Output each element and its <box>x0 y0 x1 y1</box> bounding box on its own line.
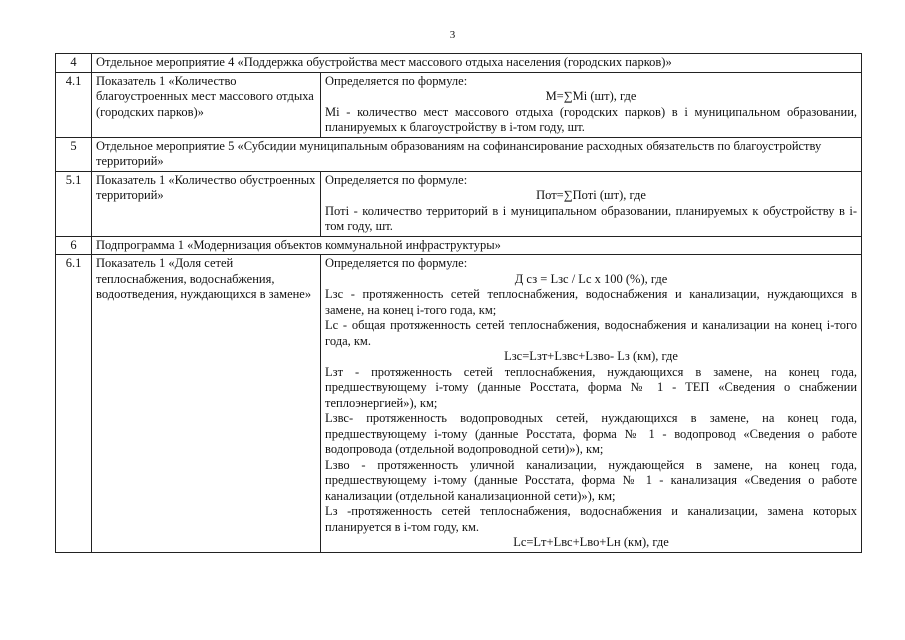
row-number: 6 <box>56 236 92 255</box>
row-number: 6.1 <box>56 255 92 553</box>
formula-description <box>321 72 862 137</box>
formula: M=∑Mi (шт), где <box>545 89 637 103</box>
indicator-name: Показатель 1 «Количество обустроенных территорий» <box>92 171 321 236</box>
table-row <box>56 137 862 171</box>
formula-intro: Определяется по формуле: <box>325 256 468 270</box>
indicator-name: Показатель 1 «Доля сетей теплоснабжения, водоснабжения, водоотведения, нуждающихся в замене» <box>92 255 321 553</box>
formula: Lзс=Lзт+Lзвс+Lзво- Lз (км), где <box>504 349 678 363</box>
formula-explanation: Mi - количество мест массового отдыха (городских парков) в i муниципальном образовании, планируемых к благоустройству в i-том году, шт. <box>325 104 858 134</box>
formula-intro: Определяется по формуле: <box>325 172 468 187</box>
table-row <box>56 255 862 553</box>
section-title: Отдельное мероприятие 5 «Субсидии муниципальным образованиям на софинансирование расходных обязательств по благоустройству территорий» <box>92 137 862 171</box>
formula-explanation: Lзвс- протяженность водопроводных сетей, нуждающихся в замене, на конец года, предшествующему i-тому (данные Росстата, форма № 1 - водопровод «Сведения о работе водопровода (отдельной водопроводной сети)»), км; <box>325 411 858 456</box>
table-row <box>56 72 862 137</box>
row-number: 5.1 <box>56 171 92 236</box>
section-title: Подпрограмма 1 «Модернизация объектов коммунальной инфраструктуры» <box>92 236 862 255</box>
formula-explanation: Lc - общая протяженность сетей теплоснабжения, водоснабжения и канализации на конец i-того года, км. <box>325 318 858 348</box>
formula: Д сз = Lзс / Lc x 100 (%), где <box>514 271 668 286</box>
table-row <box>56 236 862 255</box>
row-number: 4 <box>56 54 92 73</box>
row-number: 5 <box>56 137 92 171</box>
formula-explanation: Lз -протяженность сетей теплоснабжения, водоснабжения и канализации, замена которых планируется в i-том году, км. <box>325 504 858 534</box>
table-row <box>56 171 862 236</box>
formula-explanation: Lзво - протяженность уличной канализации, нуждающейся в замене, на конец года, предшествующему i-тому (данные Росстата, форма № 1 - канализация «Сведения о работе канализации (отдельной канализационной сети)»), км; <box>325 457 858 503</box>
page-number: 3 <box>449 29 456 41</box>
indicators-table <box>55 53 862 553</box>
formula-intro: Определяется по формуле: <box>325 73 468 88</box>
formula-explanation: Lзс - протяженность сетей теплоснабжения, водоснабжения и канализации, нуждающихся в замене, на конец i-того года, км; <box>325 287 858 317</box>
section-title: Отдельное мероприятие 4 «Поддержка обустройства мест массового отдыха населения (городских парков)» <box>92 54 862 73</box>
formula: Lc=Lт+Lвс+Lво+Lн (км), где <box>513 535 669 549</box>
indicator-name: Показатель 1 «Количество благоустроенных мест массового отдыха (городских парков)» <box>92 72 321 137</box>
formula-description <box>321 255 862 553</box>
formula-explanation: Потi - количество территорий в i муниципальном образовании, планируемых к обустройству в i-том году, шт. <box>325 203 858 233</box>
formula-explanation: Lзт - протяженность сетей теплоснабжения, нуждающихся в замене, на конец года, предшествующему i-тому (данные Росстата, форма № 1 - ТЕП «Сведения о снабжении теплоэнергией»), км; <box>325 364 858 410</box>
table-row <box>56 54 862 73</box>
formula-description <box>321 171 862 236</box>
formula: Пот=∑Потi (шт), где <box>536 188 646 202</box>
row-number: 4.1 <box>56 72 92 137</box>
